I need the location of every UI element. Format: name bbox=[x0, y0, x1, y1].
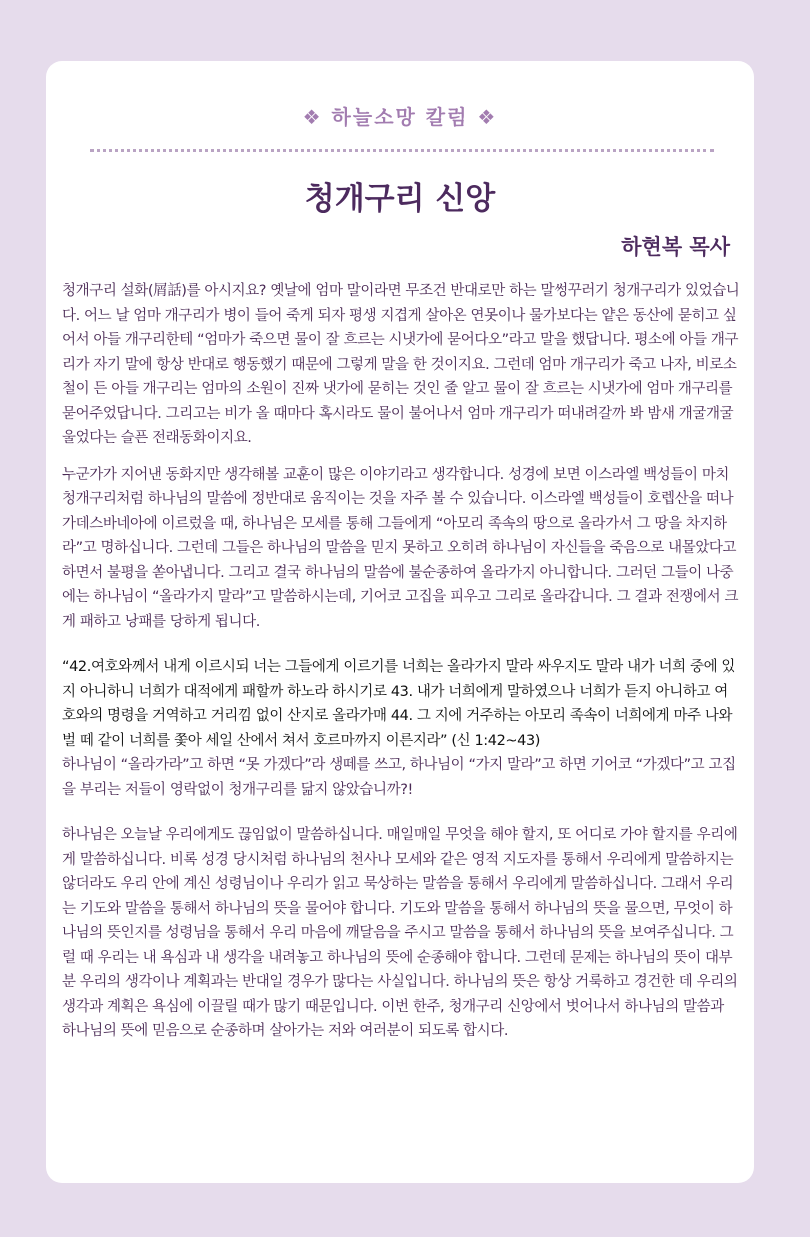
paragraph-reflection: 하나님이 “올라가라”고 하면 “못 가겠다”라 생떼를 쓰고, 하나님이 “가지 말라”고 하면 기어코 “가겠다”고 고집을 부리는 저들이 영락없이 청개구리를 닮지 않았습니까?! bbox=[62, 757, 736, 798]
column-author: 하현복 목사 bbox=[621, 235, 730, 259]
column-kicker: ❖ 하늘소망 칼럼 ❖ bbox=[302, 105, 498, 129]
paragraph-frog-tale: 청개구리 설화(屑話)를 아시지요? 옛날에 엄마 말이라면 무조건 반대로만 하는 말썽꾸러기 청개구리가 있었습니다. 어느 날 엄마 개구리가 병이 들어 죽게 되자 평생 지겹게 살아온 연못이나 물가보다는 얕은 동산에 묻히고 싶어서 아들 개구리한테 “엄마가 죽으면 물이 잘 흐르는 시냇가에 묻어다오”라고 말을 했답니다. 평소에 아들 개구리가 자기 말에 항상 반대로 행동했기 때문에 그렇게 말을 한 것이지요. 그런데 엄마 개구리가 죽고 나자, 비로소 철이 든 아들 개구리는 엄마의 소원이 진짜 냇가에 묻히는 것인 줄 알고 물이 잘 흐르는 시냇가에 엄마 개구리를 묻어주었답니다. 그리고는 비가 올 때마다 혹시라도 물이 불어나서 엄마 개구리가 떠내려갈까 봐 밤새 개굴개굴 울었다는 슬픈 전래동화이지요. bbox=[62, 283, 740, 446]
column-title: 청개구리 신앙 bbox=[304, 181, 496, 217]
paragraph-application: 하나님은 오늘날 우리에게도 끊임없이 말씀하십니다. 매일매일 무엇을 해야 할지, 또 어디로 가야 할지를 우리에게 말씀하십니다. 비록 성경 당시처럼 하나님의 천사나 모세와 같은 영적 지도자를 통해서 우리에게 말씀하지는 않더라도 우리 안에 계신 성령님이나 우리가 읽고 묵상하는 말씀을 통해서 우리에게 말씀하십니다. 그래서 우리는 기도와 말씀을 통해서 하나님의 뜻을 물어야 합니다. 기도와 말씀을 통해서 하나님의 뜻을 물으면, 무엇이 하나님의 뜻인지를 성령님을 통해서 우리 마음에 깨달음을 주시고 말씀을 통해서 하나님의 뜻을 보여주십니다. 그럴 때 우리는 내 욕심과 내 생각을 내려놓고 하나님의 뜻에 순종해야 합니다. 그런데 문제는 하나님의 뜻이 대부분 우리의 생각이나 계획과는 반대일 경우가 많다는 사실입니다. 하나님의 뜻은 항상 거룩하고 경건한 데 우리의 생각과 계획은 욕심에 이끌릴 때가 많기 때문입니다. 이번 한주, 청개구리 신앙에서 벗어나서 하나님의 말씀과 하나님의 뜻에 믿음으로 순종하며 살아가는 저와 여러분이 되도록 합시다. bbox=[62, 827, 738, 1039]
column-card bbox=[46, 61, 754, 1183]
paragraph-israel: 누군가가 지어낸 동화지만 생각해볼 교훈이 많은 이야기라고 생각합니다. 성경에 보면 이스라엘 백성들이 마치 청개구리처럼 하나님의 말씀에 정반대로 움직이는 것을 자주 볼 수 있습니다. 이스라엘 백성들이 호렙산을 떠나 가데스바네아에 이르렀을 때, 하나님은 모세를 통해 그들에게 “아모리 족속의 땅으로 올라가서 그 땅을 차지하라”고 명하십니다. 그런데 그들은 하나님의 말씀을 믿지 못하고 오히려 하나님이 자신들을 죽음으로 내몰았다고 하면서 불평을 쏟아냅니다. 그리고 결국 하나님의 말씀에 불순종하여 올라가지 아니합니다. 그러던 그들이 나중에는 하나님이 “올라가지 말라”고 말씀하시는데, 기어코 고집을 피우고 그리로 올라갑니다. 그 결과 전쟁에서 크게 패하고 낭패를 당하게 됩니다. bbox=[62, 466, 739, 630]
scripture-quote: “42.여호와께서 내게 이르시되 너는 그들에게 이르기를 너희는 올라가지 말라 싸우지도 말라 내가 너희 중에 있지 아니하니 너희가 대적에게 패할까 하노라 하시기로 43. 내가 너희에게 말하였으나 너희가 듣지 아니하고 여호와의 명령을 거역하고 거리낌 없이 산지로 올라가매 44. 그 지에 거주하는 아모리 족속이 너희에게 마주 나와 벌 떼 같이 너희를 쫓아 세일 산에서 쳐서 호르마까지 이른지라” (신 1:42~43) bbox=[62, 659, 735, 749]
dotted-divider bbox=[90, 149, 714, 152]
column-body bbox=[62, 279, 740, 1056]
